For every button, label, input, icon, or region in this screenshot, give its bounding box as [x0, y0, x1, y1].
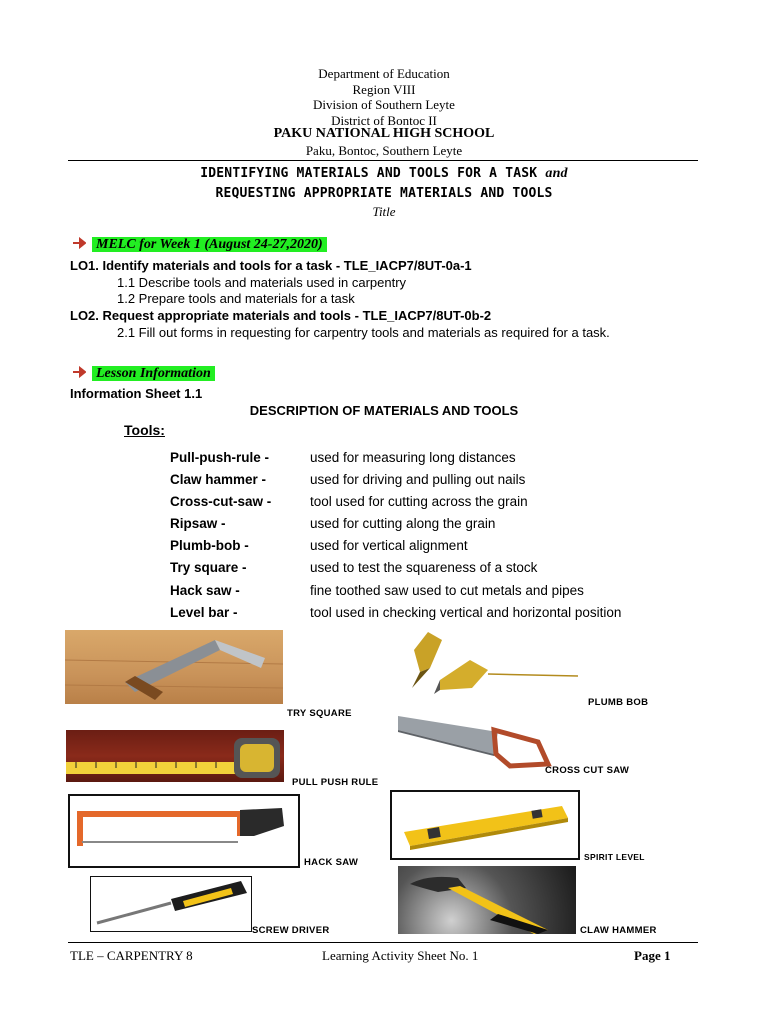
tool-name: Hack saw -: [170, 582, 240, 598]
claw-hammer-photo: [398, 866, 576, 934]
melc-heading-text: MELC for Week 1 (August 24-27,2020): [92, 237, 327, 252]
melc-heading: [72, 237, 327, 253]
lo1-item: 1.2 Prepare tools and materials for a task: [117, 291, 355, 306]
tool-description: used for measuring long distances: [310, 450, 516, 465]
spirit-level-icon: [392, 792, 578, 858]
hack-saw-icon: [70, 796, 298, 866]
tool-description: fine toothed saw used to cut metals and pipes: [310, 582, 584, 598]
lo1-item: 1.1 Describe tools and materials used in carpentry: [117, 275, 407, 290]
lo2: LO2. Request appropriate materials and tools - TLE_IACP7/8UT-0b-2: [70, 308, 492, 323]
tool-name: Try square -: [170, 560, 247, 576]
arrow-bullet-icon: [72, 366, 86, 378]
information-sheet: Information Sheet 1.1: [70, 386, 203, 401]
letterhead: [0, 66, 768, 128]
plumb-bob-icon: [400, 630, 580, 696]
tool-description: used to test the squareness of a stock: [310, 560, 538, 576]
caption-pull-push-rule: PULL PUSH RULE: [292, 777, 379, 788]
tape-measure-icon: [66, 730, 284, 782]
tool-description: tool used for cutting across the grain: [310, 494, 528, 510]
screw-driver-photo: [90, 876, 252, 932]
tool-description: tool used in checking vertical and horizontal position: [310, 604, 622, 620]
tool-description: used for cutting along the grain: [310, 516, 496, 532]
caption-screw-driver: SCREW DRIVER: [252, 925, 330, 936]
footer-activity-sheet: Learning Activity Sheet No. 1: [322, 948, 479, 963]
caption-claw-hammer: CLAW HAMMER: [580, 925, 657, 936]
caption-cross-cut-saw: CROSS CUT SAW: [545, 765, 630, 776]
lo1: LO1. Identify materials and tools for a task - TLE_IACP7/8UT-0a-1: [70, 258, 472, 273]
caption-spirit-level: SPIRIT LEVEL: [584, 852, 645, 862]
school-name: PAKU NATIONAL HIGH SCHOOL: [273, 126, 495, 141]
section-title: DESCRIPTION OF MATERIALS AND TOOLS: [249, 403, 519, 418]
header-line: Division of Southern Leyte: [313, 97, 455, 112]
tool-name: Ripsaw -: [170, 516, 226, 532]
title-line-2: REQUESTING APPROPRIATE MATERIALS AND TOOLS: [215, 186, 553, 201]
arrow-bullet-icon: [72, 237, 86, 249]
header-line: Region VIII: [352, 81, 416, 97]
title-text: IDENTIFYING MATERIALS AND TOOLS FOR A TASK: [200, 166, 538, 181]
footer-page-number: Page 1: [634, 948, 671, 963]
tool-name: Pull-push-rule -: [170, 450, 269, 465]
footer-subject: TLE – CARPENTRY 8: [70, 948, 193, 963]
title-line-1: [0, 166, 768, 182]
screwdriver-icon: [91, 877, 251, 931]
caption-hack-saw: HACK SAW: [304, 857, 359, 868]
lesson-heading: [72, 366, 215, 382]
tools-label: Tools:: [124, 422, 165, 438]
hammer-icon: [398, 866, 576, 934]
plumb-bob-photo: [400, 630, 580, 696]
school-address: Paku, Bontoc, Southern Leyte: [305, 143, 463, 158]
tool-name: Level bar -: [170, 604, 238, 620]
try-square-icon: [65, 630, 283, 704]
title-subtitle: Title: [372, 204, 396, 219]
cross-cut-saw-photo: [398, 712, 558, 772]
tool-name: Claw hammer -: [170, 472, 267, 488]
saw-icon: [398, 712, 558, 772]
tool-description: used for vertical alignment: [310, 538, 468, 554]
header-line: Department of Education: [318, 66, 450, 81]
hack-saw-photo: [68, 794, 300, 868]
caption-try-square: TRY SQUARE: [287, 708, 352, 719]
tool-description: used for driving and pulling out nails: [310, 472, 526, 488]
pull-push-rule-photo: [66, 730, 284, 782]
footer-divider: [68, 942, 698, 943]
try-square-photo: [65, 630, 283, 704]
tool-name: Cross-cut-saw -: [170, 494, 272, 510]
title-italic: and: [545, 166, 568, 181]
caption-plumb-bob: PLUMB BOB: [588, 697, 649, 708]
lesson-heading-text: Lesson Information: [92, 366, 215, 381]
header-divider: [68, 160, 698, 161]
lo2-item: 2.1 Fill out forms in requesting for carpentry tools and materials as required for a task.: [117, 325, 610, 340]
tool-name: Plumb-bob -: [170, 538, 249, 554]
header-line: District of Bontoc II: [331, 112, 437, 128]
spirit-level-photo: [390, 790, 580, 860]
